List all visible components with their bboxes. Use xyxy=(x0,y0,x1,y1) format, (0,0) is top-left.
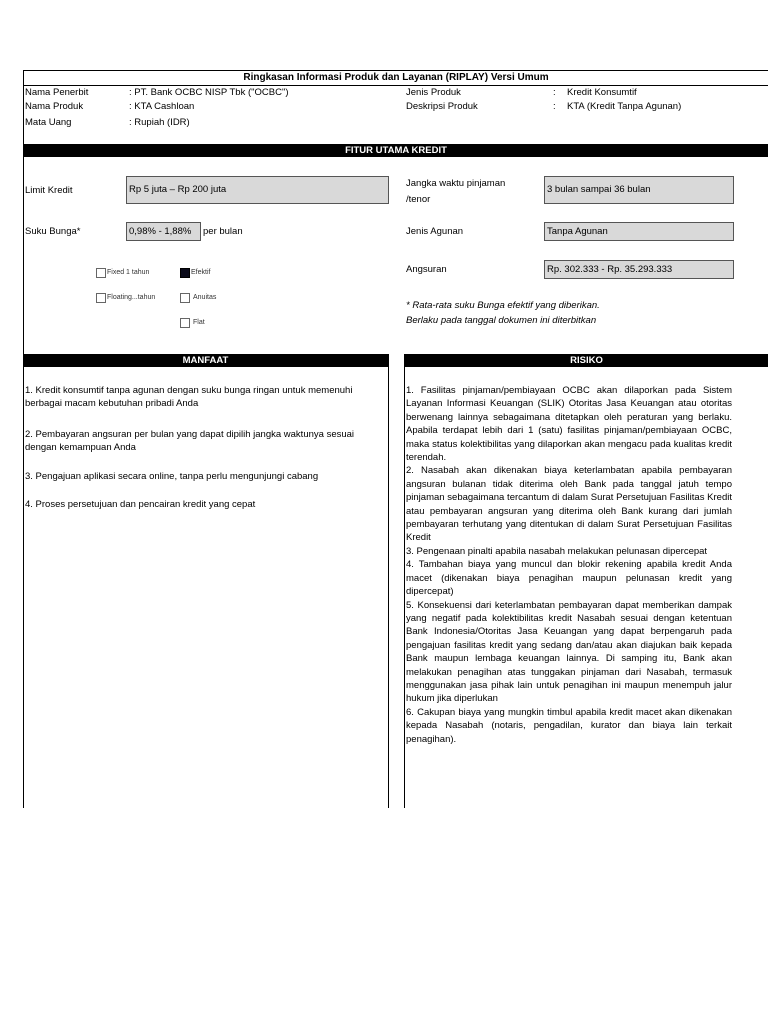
checkbox-anuitas-label: Anuitas xyxy=(193,294,217,301)
sep-jenis-produk: : xyxy=(553,87,556,98)
label-angsuran: Angsuran xyxy=(406,264,447,275)
value-tenor: 3 bulan sampai 36 bulan xyxy=(544,176,734,204)
manfaat-item: 3. Pengajuan aplikasi secara online, tanpa perlu mengunjungi cabang xyxy=(25,471,319,482)
value-angsuran: Rp. 302.333 - Rp. 35.293.333 xyxy=(544,260,734,279)
note-suku-bunga: * Rata-rata suku Bunga efektif yang diberikan. xyxy=(406,300,600,311)
checkbox-flat-label: Flat xyxy=(193,319,205,326)
risiko-item: 2. Nasabah akan dikenakan biaya keterlambatan apabila pembayaran angsuran bulanan tidak diterima oleh Bank pada tanggal jatuh tempo pinjaman sebagaimana tercantum di dalam Surat Persetujuan Fasilitas Kredit atau pembayaran angsuran yang diterima oleh Bank kurang dari jumlah pembayaran terhutang yang ditentukan di dalam Surat Persetujuan Fasilitas Kredit xyxy=(406,465,732,544)
label-jenis-agunan: Jenis Agunan xyxy=(406,226,464,237)
value-jenis-produk: Kredit Konsumtif xyxy=(567,87,637,98)
value-suku-bunga: 0,98% - 1,88% xyxy=(126,222,201,241)
value-mata-uang: : Rupiah (IDR) xyxy=(129,117,190,128)
label-limit-kredit: Limit Kredit xyxy=(25,185,73,196)
checkbox-anuitas[interactable] xyxy=(180,293,190,303)
sep-deskripsi-produk: : xyxy=(553,101,556,112)
checkbox-floating-label: Floating...tahun xyxy=(107,294,156,301)
risiko-item: 5. Konsekuensi dari keterlambatan pembayaran dapat memberikan dampak yang negatif pada kolektibilitas kredit Nasabah sesuai dengan ketentuan Bank Indonesia/Otoritas Jasa Keuangan yang dapat berpengaruh pada pengajuan fasilitas kredit yang sedang dan/atau akan diajukan baik kepada Bank maupun lembaga keuangan lainnya. Di samping itu, Bank akan melakukan penagihan atas tunggakan pinjaman dari Nasabah, termasuk menggunakan jasa pihak lain untuk penagihan ini maupun menempuh jalur hukum jika diperlukan xyxy=(406,599,732,705)
fitur-header: FITUR UTAMA KREDIT xyxy=(23,144,768,157)
label-mata-uang: Mata Uang xyxy=(25,117,72,128)
risiko-list xyxy=(406,384,732,746)
risiko-item: 1. Fasilitas pinjaman/pembiayaan OCBC akan dilaporkan pada Sistem Layanan Informasi Keuangan (SLIK) Otoritas Jasa Keuangan atau otoritas berwenang lainnya sebagaimana ditetapkan oleh peraturan yang berlaku. Apabila terdapat lebih dari 1 (satu) fasilitas pinjaman/pembiayaan OCBC, maka status kolektibilitas yang dilaporkan akan mengacu pada kualitas kredit terendah. xyxy=(406,385,732,464)
checkbox-fixed[interactable] xyxy=(96,268,106,278)
checkbox-efektif[interactable] xyxy=(180,268,190,278)
manfaat-item: 4. Proses persetujuan dan pencairan kredit yang cepat xyxy=(25,499,256,510)
checkbox-flat[interactable] xyxy=(180,318,190,328)
document-title: Ringkasan Informasi Produk dan Layanan (RIPLAY) Versi Umum xyxy=(243,72,549,83)
value-nama-penerbit: : PT. Bank OCBC NISP Tbk ("OCBC") xyxy=(129,87,289,98)
manfaat-item: 1. Kredit konsumtif tanpa agunan dengan suku bunga ringan untuk memenuhi berbagai macam kebutuhan pribadi Anda xyxy=(25,385,353,409)
checkbox-fixed-label: Fixed 1 tahun xyxy=(107,269,150,276)
checkbox-floating[interactable] xyxy=(96,293,106,303)
value-limit-kredit: Rp 5 juta – Rp 200 juta xyxy=(126,176,389,204)
label-tenor: /tenor xyxy=(406,194,431,205)
checkbox-efektif-label: Efektif xyxy=(191,269,211,276)
manfaat-column-border xyxy=(388,354,389,808)
label-nama-penerbit: Nama Penerbit xyxy=(25,87,89,98)
manfaat-item: 2. Pembayaran angsuran per bulan yang dapat dipilih jangka waktunya sesuai dengan kemampuan Anda xyxy=(25,429,355,453)
risiko-item: 4. Tambahan biaya yang muncul dan blokir rekening apabila kredit Anda macet (dikenakan biaya penagihan maupun pelunasan kredit yang dipercepat) xyxy=(406,559,732,598)
note-tanggal: Berlaku pada tanggal dokumen ini diterbitkan xyxy=(406,315,597,326)
risiko-item: 3. Pengenaan pinalti apabila nasabah melakukan pelunasan dipercepat xyxy=(406,545,708,557)
label-suku-bunga: Suku Bunga* xyxy=(25,226,81,237)
risiko-header: RISIKO xyxy=(404,354,768,367)
manfaat-header: MANFAAT xyxy=(23,354,388,367)
label-jenis-produk: Jenis Produk xyxy=(406,87,461,98)
risiko-item: 6. Cakupan biaya yang mungkin timbul apabila kredit macet akan dikenakan kepada Nasabah (notaris, pengadilan, kurator dan biaya lain terkait penagihan). xyxy=(406,706,732,745)
label-jangka-waktu: Jangka waktu pinjaman xyxy=(406,178,506,189)
label-nama-produk: Nama Produk xyxy=(25,101,84,112)
label-deskripsi-produk: Deskripsi Produk xyxy=(406,101,478,112)
value-jenis-agunan: Tanpa Agunan xyxy=(544,222,734,241)
risiko-column-border xyxy=(404,354,405,808)
value-deskripsi-produk: KTA (Kredit Tanpa Agunan) xyxy=(567,101,682,112)
title-divider xyxy=(23,85,768,86)
value-nama-produk: : KTA Cashloan xyxy=(129,101,195,112)
label-per-bulan: per bulan xyxy=(203,226,243,237)
